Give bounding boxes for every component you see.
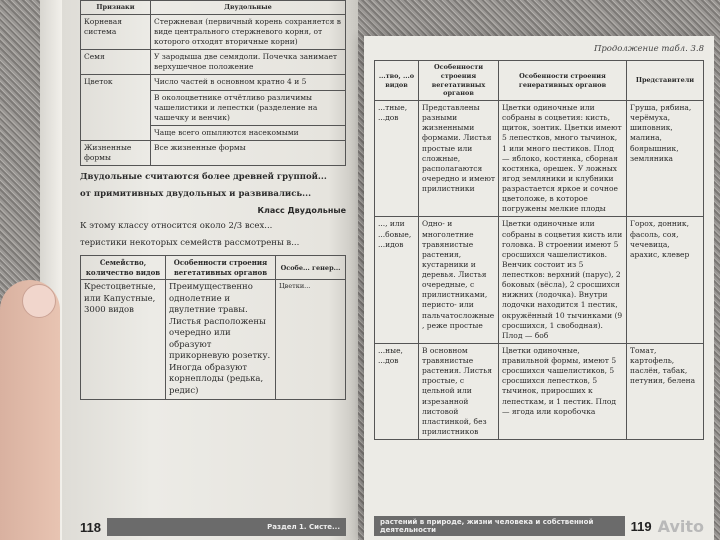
cell: Корневая система xyxy=(81,14,151,49)
cell: Число частей в основном кратно 4 и 5 xyxy=(151,75,346,90)
table-row xyxy=(375,101,704,217)
header-family: ...тво, ...о видов xyxy=(375,61,419,101)
cell: Цветки... xyxy=(276,280,346,400)
cell: ...ные, ...дов xyxy=(375,343,419,439)
cell: Одно- и многолетние травянистые растения, кустарники и деревья. Листья очередные, с прилистниками, перисто- или пальчатосложные, реже простые xyxy=(419,217,499,344)
cell: В основном травянистые растения. Листья простые, с цельной или изрезанной листовой пластинкой, без прилистников xyxy=(419,343,499,439)
cell: ..., или ...бовые, ...идов xyxy=(375,217,419,344)
cell: Стержневая (первичный корень сохраняется в виде центрального стержневого корня, от которого отходят вторичные корни) xyxy=(151,14,346,49)
avito-watermark: Avito xyxy=(657,516,704,536)
table-row xyxy=(81,280,346,400)
left-page xyxy=(62,0,358,540)
header-feature: Признаки xyxy=(81,1,151,15)
table-row xyxy=(81,14,346,49)
paragraph-text: Двудольные считаются более древней группой... xyxy=(80,172,327,183)
families-table xyxy=(80,255,346,400)
table-row xyxy=(81,75,346,90)
right-footer: растений в природе, жизни человека и собственной деятельности xyxy=(374,516,625,536)
header-generative: Особенности строения генеративных органов xyxy=(499,61,627,101)
dicot-features-table xyxy=(80,0,346,166)
page-number-118: 118 xyxy=(80,519,101,535)
right-footer-row xyxy=(374,516,704,540)
hand xyxy=(0,280,60,540)
cell: Семя xyxy=(81,50,151,75)
header-vegetative: Особенности строения вегетативных органов xyxy=(166,256,276,280)
cell: Чаще всего опыляются насекомыми xyxy=(151,125,346,140)
cell: Томат, картофель, паслён, табак, петуния, белена xyxy=(627,343,704,439)
fingernail xyxy=(22,284,56,318)
paragraph-text: теристики некоторых семейств рассмотрены в... xyxy=(80,238,300,249)
cell: В околоцветнике отчётливо различимы чашелистики и лепестки (разделение на чашечку и венчик) xyxy=(151,90,346,125)
header-representatives: Представители xyxy=(627,61,704,101)
cell: Представлены разными жизненными формами. Листья простые или сложные, располагаются очередно и имеют прилистники xyxy=(419,101,499,217)
header-vegetative: Особенности строения вегетативных органов xyxy=(419,61,499,101)
right-page xyxy=(364,36,714,540)
cell: Цветок xyxy=(81,75,151,141)
table-header-row xyxy=(375,61,704,101)
paragraph-text: от примитивных двудольных и развивались... xyxy=(80,189,312,200)
cell: Цветки одиночные или собраны в соцветия: кисть, щиток, зонтик. Цветки имеют 5 лепестков, много тычинок, 1 или много пестиков. Плод — яблоко, костянка, сборная костянка, орешек. У ложных ягод земляники и клубники разрастается яркое и сочное цветоложе, в которое погружены мелкие плоды xyxy=(499,101,627,217)
cell: Горох, донник, фасоль, соя, чечевица, арахис, клевер xyxy=(627,217,704,344)
families-table-continued xyxy=(374,60,704,440)
cell: Цветки одиночные или собраны в соцветия кисть или головка. В строении имеют 5 сросшихся чашелистиков. Венчик состоит из 5 лепестков: верхний (парус), 2 боковых (вёсла), 2 сросшихся нижних (лодочка). Внутри лодочки находится 1 пестик, окружённый 10 тычинками (9 сросшихся, 1 свободная). Плод — боб xyxy=(499,217,627,344)
cell: Жизненные формы xyxy=(81,141,151,166)
cell: ...тные, ...дов xyxy=(375,101,419,217)
header-generative: Особе... генер... xyxy=(276,256,346,280)
header-dicots: Двудольные xyxy=(151,1,346,15)
left-footer: Раздел 1. Систе... xyxy=(107,518,346,536)
cell: Преимущественно однолетние и двулетние травы. Листья расположены очередно или образуют прикорневую розетку. Иногда образуют корнеплоды (редька, редис) xyxy=(166,280,276,400)
header-family: Семейство, количество видов xyxy=(81,256,166,280)
paragraph-text: К этому классу относится около 2/3 всех... xyxy=(80,221,273,232)
table-row xyxy=(375,217,704,344)
cell: У зародыша две семядоли. Почечка занимает верхушечное положение xyxy=(151,50,346,75)
table-row xyxy=(81,141,346,166)
cell: Груша, рябина, черёмуха, шиповник, малина, боярышник, земляника xyxy=(627,101,704,217)
cell: Крестоцветные, или Капустные, 3000 видов xyxy=(81,280,166,400)
page-number-119: 119 xyxy=(630,518,652,534)
table-row xyxy=(81,50,346,75)
left-footer-row xyxy=(80,518,346,540)
cell: Цветки одиночные, правильной формы, имеют 5 сросшихся чашелистиков, 5 сросшихся лепестков, 5 тычинок, приросших к лепесткам, и 1 пестик. Плод — ягода или коробочка xyxy=(499,343,627,439)
cell: Все жизненные формы xyxy=(151,141,346,166)
table-caption: Продолжение табл. 3.8 xyxy=(593,44,704,54)
section-title: Класс Двудольные xyxy=(257,206,346,216)
table-row xyxy=(375,343,704,439)
